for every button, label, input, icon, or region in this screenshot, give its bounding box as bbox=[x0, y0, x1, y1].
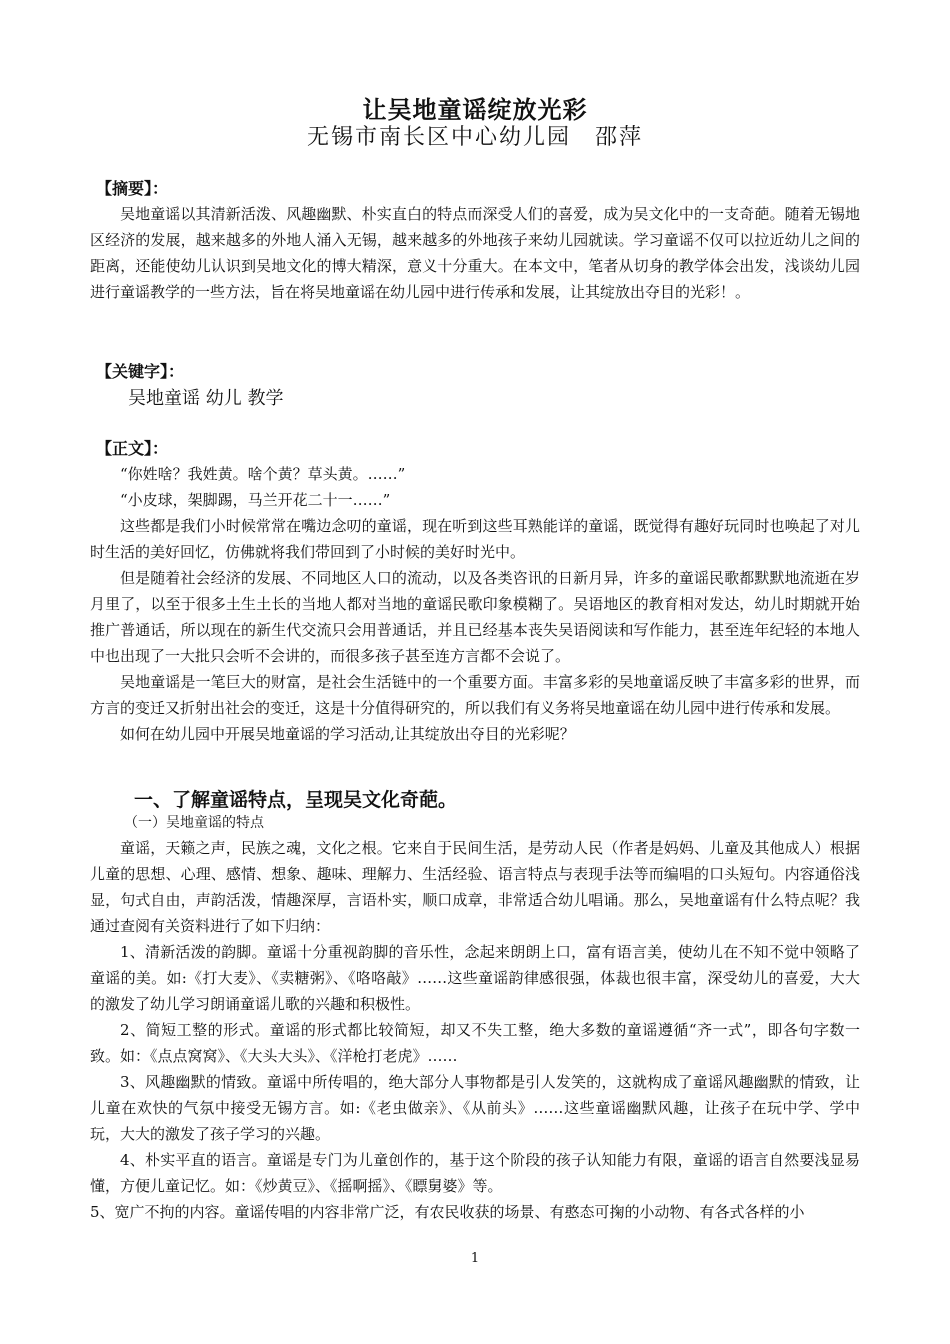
paragraph: 4、朴实平直的语言。童谣是专门为儿童创作的，基于这个阶段的孩子认知能力有限，童谣的语言自然要浅显易懂，方便儿童记忆。如：《炒黄豆》、《摇啊摇》、《瞟舅婆》等。 bbox=[90, 1151, 860, 1195]
paragraph: 童谣，天籁之声，民族之魂，文化之根。它来自于民间生活，是劳动人民（作者是妈妈、儿童及其他成人）根据儿童的思想、心理、感情、想象、趣味、理解力、生活经验、语言特点与表现手法等而编唱的口头短句。内容通俗浅显，句式自由，声韵活泼，情趣深厚，言语朴实，顺口成章，非常适合幼儿唱诵。那么，吴地童谣有什么特点呢？我通过查阅有关资料进行了如下归纳： bbox=[90, 839, 860, 935]
paragraph: 2、简短工整的形式。童谣的形式都比较简短，却又不失工整，绝大多数的童谣遵循“齐一式”，即各句字数一致。如：《点点窝窝》、《大头大头》、《洋枪打老虎》…… bbox=[90, 1021, 860, 1065]
paragraph: 吴地童谣是一笔巨大的财富，是社会生活链中的一个重要方面。丰富多彩的吴地童谣反映了丰富多彩的世界，而方言的变迁又折射出社会的变迁，这是十分值得研究的，所以我们有义务将吴地童谣在幼儿园中进行传承和发展。 bbox=[90, 673, 860, 717]
body-label: 【正文】： bbox=[96, 439, 169, 458]
paragraph: 1、清新活泼的韵脚。童谣十分重视韵脚的音乐性，念起来朗朗上口，富有语言美，使幼儿在不知不觉中领略了童谣的美。如:《打大麦》、《卖糖粥》、《咯咯敲》……这些童谣韵律感很强，体裁也很丰富，深受幼儿的喜爱，大大的激发了幼儿学习朗诵童谣儿歌的兴趣和积极性。 bbox=[90, 943, 860, 1013]
paragraph: 如何在幼儿园中开展吴地童谣的学习活动,让其绽放出夺目的光彩呢？ bbox=[120, 725, 575, 743]
subsection-heading: （一）吴地童谣的特点 bbox=[124, 815, 264, 831]
body-intro-block bbox=[90, 461, 860, 747]
paragraph: 这些都是我们小时候常常在嘴边念叨的童谣，现在听到这些耳熟能详的童谣，既觉得有趣好玩同时也唤起了对儿时生活的美好回忆，仿佛就将我们带回到了小时候的美好时光中。 bbox=[90, 517, 860, 561]
page-title: 让吴地童谣绽放光彩 bbox=[362, 95, 588, 124]
abstract-block bbox=[90, 201, 860, 305]
section-heading: 一、了解童谣特点，呈现吴文化奇葩。 bbox=[134, 789, 458, 811]
section1-block bbox=[90, 835, 860, 1225]
paragraph: “小皮球，架脚踢，马兰开花二十一……” bbox=[120, 491, 391, 509]
paragraph: 3、风趣幽默的情致。童谣中所传唱的，绝大部分人事物都是引人发笑的，这就构成了童谣风趣幽默的情致，让儿童在欢快的气氛中接受无锡方言。如:《老虫做亲》、《从前头》……这些童谣幽默风趣，让孩子在玩中学、学中玩，大大的激发了孩子学习的兴趣。 bbox=[90, 1073, 860, 1143]
paragraph: 但是随着社会经济的发展、不同地区人口的流动，以及各类咨讯的日新月异，许多的童谣民歌都默默地流逝在岁月里了，以至于很多土生土长的当地人都对当地的童谣民歌印象模糊了。吴语地区的教育相对发达，幼儿时期就开始推广普通话，所以现在的新生代交流只会用普通话，并且已经基本丧失吴语阅读和写作能力，甚至连年纪轻的本地人中也出现了一大批只会听不会讲的，而很多孩子甚至连方言都不会说了。 bbox=[90, 569, 860, 665]
author-line: 无锡市南长区中心幼儿园 邵萍 bbox=[306, 125, 643, 150]
page-number: 1 bbox=[470, 1251, 480, 1266]
keywords-text: 吴地童谣 幼儿 教学 bbox=[128, 388, 284, 409]
paragraph: “你姓啥？我姓黄。啥个黄？草头黄。……” bbox=[120, 465, 406, 483]
keywords-label: 【关键字】： bbox=[96, 362, 185, 381]
paragraph-continued: 5、宽广不拘的内容。童谣传唱的内容非常广泛，有农民收获的场景、有憨态可掬的小动物、有各式各样的小 bbox=[90, 1203, 805, 1221]
abstract-text: 吴地童谣以其清新活泼、风趣幽默、朴实直白的特点而深受人们的喜爱，成为吴文化中的一支奇葩。随着无锡地区经济的发展，越来越多的外地人涌入无锡，越来越多的外地孩子来幼儿园就读。学习童谣不仅可以拉近幼儿之间的距离，还能使幼儿认识到吴地文化的博大精深，意义十分重大。在本文中，笔者从切身的教学体会出发，浅谈幼儿园进行童谣教学的一些方法，旨在将吴地童谣在幼儿园中进行传承和发展，让其绽放出夺目的光彩！。 bbox=[90, 205, 860, 301]
abstract-label: 【摘要】： bbox=[96, 179, 169, 198]
